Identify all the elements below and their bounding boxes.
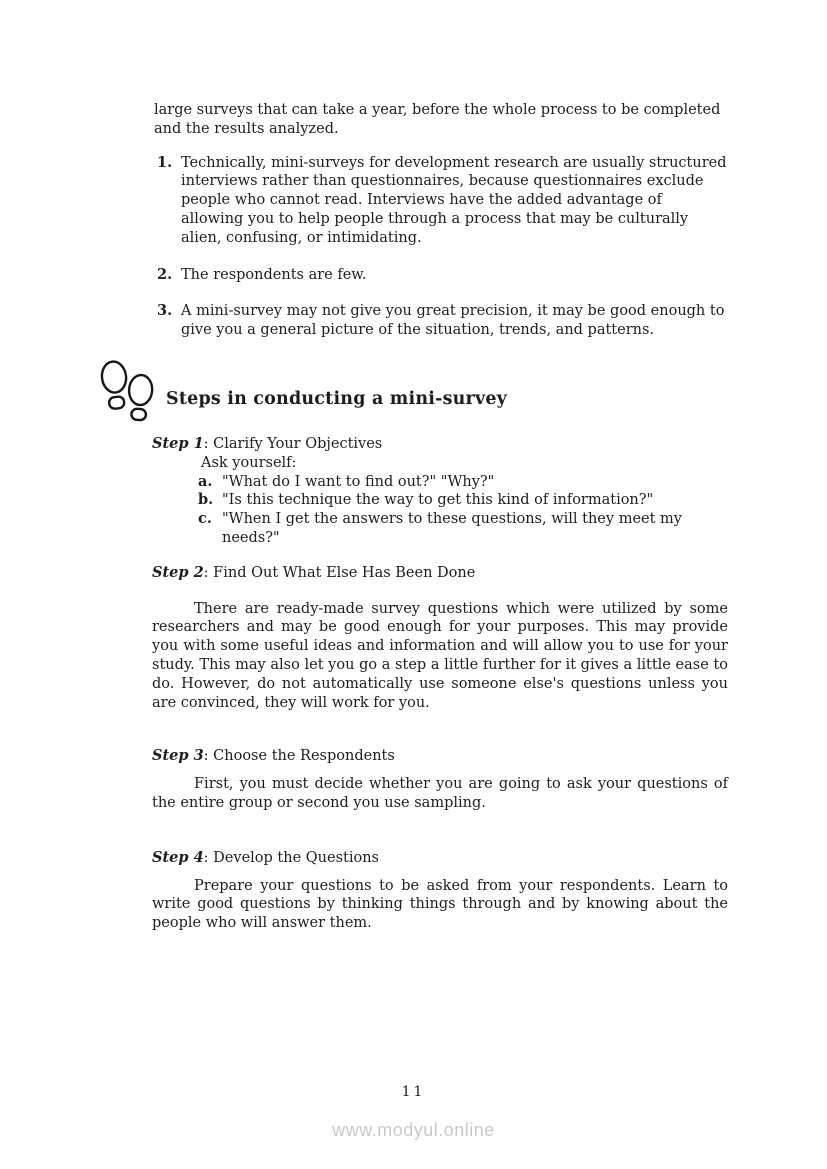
section-title: Steps in conducting a mini-survey — [166, 388, 508, 409]
intro-paragraph: large surveys that can take a year, before the whole process to be completed and the results analyzed. — [154, 102, 721, 137]
question-item — [198, 473, 692, 492]
question-letter: b. — [198, 491, 214, 509]
step-4-title: : Develop the Questions — [203, 849, 379, 866]
step-2-title: : Find Out What Else Has Been Done — [203, 564, 476, 581]
list-item-text: A mini-survey may not give you great precision, it may be good enough to give you a general picture of the situation, trends, and patterns. — [181, 303, 725, 339]
footprints-icon — [97, 360, 159, 426]
step-1-question-list — [198, 473, 692, 548]
list-item-text: Technically, mini-surveys for development research are usually structured interviews rather than questionnaires, because questionnaires exclude people who cannot read. Interviews have the added advantage of allowing you to help people through a process that may be culturally alien, confusing, or intimidating. — [181, 154, 727, 246]
list-item — [152, 266, 728, 285]
step-2-body: There are ready-made survey questions which were utilized by some researchers and may be good enough for your purposes. This may provide you with some useful ideas and information and will allow you to use for your study. This may also let you go a step a little further for it gives a little ease to do. However, do not automatically use someone else's questions unless you are convinced, they will work for you. — [152, 600, 728, 711]
step-3-body: First, you must decide whether you are going to ask your questions of the entire group or second you use sampling. — [152, 776, 728, 811]
list-item — [152, 302, 728, 340]
step-3-heading — [152, 747, 728, 766]
list-item-number: 3. — [157, 302, 173, 320]
step-4-heading — [152, 849, 728, 868]
question-text: "What do I want to find out?" "Why?" — [222, 473, 495, 490]
list-item-text: The respondents are few. — [181, 266, 367, 283]
question-text: "Is this technique the way to get this kind of information?" — [222, 492, 654, 509]
question-item — [198, 491, 692, 510]
step-1-heading — [152, 435, 728, 454]
question-letter: c. — [198, 510, 212, 528]
step-4-label: Step 4 — [152, 848, 204, 866]
question-text: "When I get the answers to these questions, will they meet my needs?" — [222, 511, 682, 546]
step-1-subtitle: Ask yourself: — [201, 454, 297, 471]
question-letter: a. — [198, 472, 213, 490]
list-item — [152, 154, 728, 248]
step-3-title: : Choose the Respondents — [203, 748, 395, 765]
step-1-title: : Clarify Your Objectives — [203, 435, 383, 452]
question-item — [198, 510, 692, 548]
page-number: 11 — [401, 1084, 426, 1100]
watermark-url: www.modyul.online — [332, 1120, 495, 1140]
step-4 — [152, 849, 728, 933]
numbered-list — [152, 154, 728, 340]
section-heading — [97, 360, 728, 426]
step-1-label: Step 1 — [152, 434, 204, 452]
step-4-body: Prepare your questions to be asked from your respondents. Learn to write good questions by thinking things through and by knowing about the people who will answer them. — [152, 877, 728, 932]
list-item-number: 1. — [157, 153, 173, 171]
step-3 — [152, 747, 728, 812]
step-2-heading — [152, 564, 728, 583]
page-content — [152, 101, 728, 933]
step-2-label: Step 2 — [152, 563, 204, 581]
step-2 — [152, 564, 728, 713]
list-item-number: 2. — [157, 265, 173, 283]
step-1 — [152, 435, 728, 548]
step-3-label: Step 3 — [152, 747, 204, 765]
